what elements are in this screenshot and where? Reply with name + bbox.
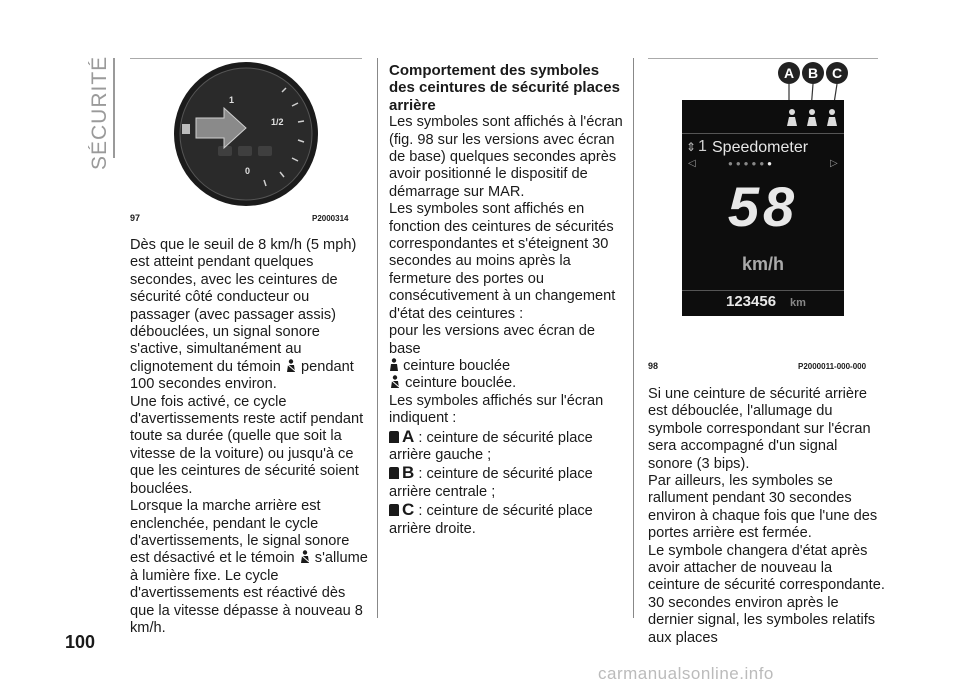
item-b xyxy=(389,464,625,501)
figure-97-code: P2000314 xyxy=(312,214,349,223)
gauge-mark-full: 1 xyxy=(229,95,235,105)
figure-97-number: 97 xyxy=(130,213,141,223)
cluster-display xyxy=(682,100,844,316)
speed-value: 58 xyxy=(727,175,799,238)
seatbelt-unbuckled-icon xyxy=(389,375,401,389)
rear-seat-icon xyxy=(389,504,399,516)
unbuckled-label: ceinture bouclée. xyxy=(405,375,517,392)
display-divider-bottom xyxy=(682,290,844,291)
item-a-text: : ceinture de sécurité place arrière gauche ; xyxy=(389,429,593,463)
col2-paragraph-2: Les symboles sont affichés en fonction des ceintures de sécurités correspondantes et s'éteignent 30 secondes au moins après la fermeture des portes ou consécutivement à un changement d'état des ceintures : xyxy=(389,201,616,322)
col1-paragraph-3 xyxy=(130,498,368,637)
item-c-letter: C xyxy=(402,500,415,520)
item-a xyxy=(389,428,625,465)
gauge-mark-half: 1/2 xyxy=(271,117,284,127)
item-b-text: : ceinture de sécurité place arrière centrale ; xyxy=(389,466,593,500)
callout-b: B xyxy=(802,62,824,84)
item-c xyxy=(389,501,625,538)
col2-heading: Comportement des symboles des ceintures de sécurité places arrière xyxy=(389,62,620,114)
item-b-letter: B xyxy=(402,463,415,483)
section-title: SÉCURITÉ xyxy=(88,55,111,170)
col3-paragraph-3: Le symbole changera d'état après avoir attacher de nouveau la ceinture de sécurité correspondante. xyxy=(648,542,885,594)
odometer-value: 123456 xyxy=(726,293,777,310)
odometer-unit: km xyxy=(790,297,806,309)
figure-98-code: P2000011-000-000 xyxy=(798,362,867,371)
column-divider-1 xyxy=(377,58,378,618)
watermark: carmanualsonline.info xyxy=(598,664,774,683)
top-rule-col1 xyxy=(130,58,362,59)
col2-text xyxy=(389,62,625,538)
item-c-text: : ceinture de sécurité place arrière droite. xyxy=(389,503,593,537)
page-left-icon: ◁ xyxy=(688,158,696,169)
rear-seatbelt-icons xyxy=(784,108,840,128)
col2-paragraph-3: pour les versions avec écran de base xyxy=(389,323,596,357)
col1-paragraph-2: Une fois activé, ce cycle d'avertissements reste actif pendant toute sa durée (quelle que soit la vitesse de la voiture) ou jusqu'à ce que les ceintures de sécurité soient bouclées. xyxy=(130,393,364,497)
col3-paragraph-4: 30 secondes environ après le dernier signal, les symboles relatifs aux places xyxy=(648,594,876,646)
menu-index: 1 xyxy=(698,138,707,155)
page-right-icon: ▷ xyxy=(830,158,838,169)
rear-seat-icon xyxy=(389,467,399,479)
unbuckled-line xyxy=(389,375,625,392)
col2-paragraph-1: Les symboles sont affichés à l'écran (fig. 98 sur les versions avec écran de base) quelques secondes après avoir positionné le dispositif de démarrage sur MAR. xyxy=(389,114,623,200)
item-a-letter: A xyxy=(402,426,415,446)
column-divider-2 xyxy=(633,58,634,618)
page-number: 100 xyxy=(65,632,96,652)
col3-text xyxy=(648,386,886,647)
callout-a: A xyxy=(778,62,800,84)
seatbelt-buckled-icon xyxy=(389,358,399,372)
seatbelt-warning-icon xyxy=(299,550,311,564)
menu-title: Speedometer xyxy=(712,139,809,156)
page-dots: ●●●●●● xyxy=(728,159,776,168)
col1-p1-a: Dès que le seuil de 8 km/h (5 mph) est atteint pendant quelques secondes, avec les ceintures de sécurité côté conducteur ou passager (avec passager assis) débouclées, un signal sonore s'active, simultanément au clignotement du témoin xyxy=(130,237,357,375)
speed-unit: km/h xyxy=(741,254,784,274)
display-divider xyxy=(682,133,844,134)
col1-p3-b: s'allume à lumière fixe. Le cycle d'avertissements est réactivé dès que la vitesse dépasse à nouveau 8 km/h. xyxy=(130,550,368,636)
seatbelt-warning-icon xyxy=(285,359,297,373)
figure-97 xyxy=(130,62,362,212)
rear-seat-icon xyxy=(389,431,399,443)
col2-paragraph-4: Les symboles affichés sur l'écran indiquent : xyxy=(389,392,604,427)
buckled-line xyxy=(389,358,625,375)
top-rule-col3 xyxy=(648,58,878,59)
col1-text xyxy=(130,237,368,637)
col3-paragraph-1: Si une ceinture de sécurité arrière est débouclée, l'allumage du symbole correspondant sur l'écran sera accompagné d'un signal sonore (3 bips). xyxy=(648,386,871,472)
figure-98 xyxy=(648,60,878,360)
col1-paragraph-1 xyxy=(130,237,368,394)
col1-p1-b: pendant 100 secondes environ. xyxy=(130,358,354,393)
menu-arrows-icon: ⇕ xyxy=(686,140,697,154)
col1-p3-a: Lorsque la marche arrière est enclenchée, pendant le cycle d'avertissements, le signal sonore est désactivé et le témoin xyxy=(130,498,350,567)
buckled-label: ceinture bouclée xyxy=(403,357,511,374)
figure-98-number: 98 xyxy=(648,361,659,371)
section-rule xyxy=(113,58,115,158)
gauge-mark-empty: 0 xyxy=(245,166,251,176)
col3-paragraph-2: Par ailleurs, les symboles se rallument pendant 30 secondes environ à chaque fois que l'une des portes arrière est fermée. xyxy=(648,473,878,542)
callout-c: C xyxy=(826,62,848,84)
fuel-gauge-image xyxy=(130,62,362,212)
